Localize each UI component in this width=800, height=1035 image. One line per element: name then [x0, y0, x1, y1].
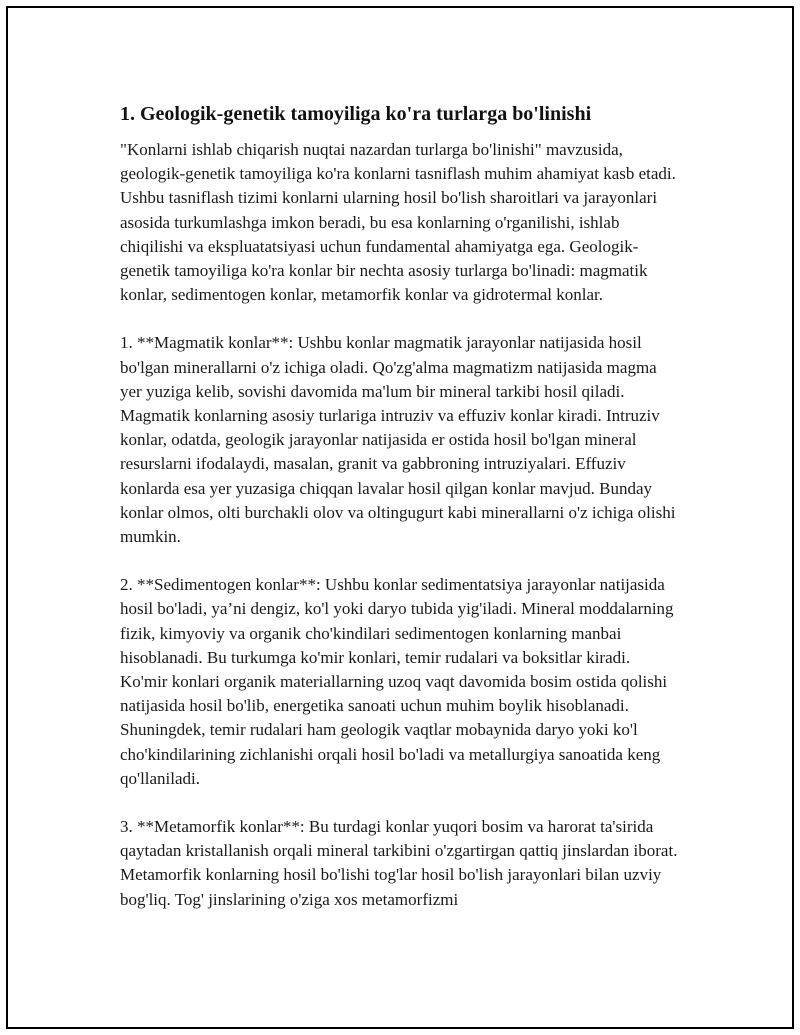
sedimentogen-paragraph: 2. **Sedimentogen konlar**: Ushbu konlar sedimentatsiya jarayonlar natijasida hosil bo'ladi, ya’ni dengiz, ko'l yoki daryo tubida yig'iladi. Mineral moddalarning fizik, kimyoviy va organik cho'kindilari sedimentogen konlarning manbai hisoblanadi. Bu turkumga ko'mir konlari, temir rudalari va boksitlar kiradi. Ko'mir konlari organik materiallarning uzoq vaqt davomida bosim ostida qolishi natijasida hosil bo'lib, energetika sanoati uchun muhim boylik hisoblanadi. Shuningdek, temir rudalari ham geologik vaqtlar mobaynida daryo yoki ko'l cho'kindilarining zichlanishi orqali hosil bo'ladi va metallurgiya sanoatida keng qo'llaniladi.: [120, 575, 674, 788]
metamorphic-paragraph: 3. **Metamorfik konlar**: Bu turdagi konlar yuqori bosim va harorat ta'sirida qaytadan kristallanish orqali mineral tarkibini o'zgartirgan qattiq jinslardan iborat. Metamorfik konlarning hosil bo'lishi tog'lar hosil bo'lish jarayonlari bilan uzviy bog'liq. Tog' jinslarining o'ziga xos metamorfizmi: [120, 817, 678, 909]
magmatic-paragraph: 1. **Magmatik konlar**: Ushbu konlar magmatik jarayonlar natijasida hosil bo'lgan minerallarni o'z ichiga oladi. Qo'zg'alma magmatizm natijasida magma yer yuziga kelib, sovishi davomida ma'lum bir mineral tarkibi hosil qiladi. Magmatik konlarning asosiy turlariga intruziv va effuziv konlar kiradi. Intruziv konlar, odatda, geologik jarayonlar natijasida er ostida hosil bo'lgan mineral resurslarni ifodalaydi, masalan, granit va gabbroning intruziyalari. Effuziv konlarda esa yer yuzasiga chiqqan lavalar hosil qilgan konlar mavjud. Bunday konlar olmos, olti burchakli olov va oltingugurt kabi minerallarni o'z ichiga olishi mumkin.: [120, 333, 676, 547]
intro-paragraph: "Konlarni ishlab chiqarish nuqtai nazardan turlarga bo'linishi" mavzusida, geologik-genetik tamoyiliga ko'ra konlarni tasniflash muhim ahamiyat kasb etadi. Ushbu tasniflash tizimi konlarni ularning hosil bo'lish sharoitlari va jarayonlari asosida turkumlashga imkon beradi, bu esa konlarning o'rganilishi, ishlab chiqilishi va ekspluatatsiyasi uchun fundamental ahamiyatga ega. Geologik-genetik tamoyiliga ko'ra konlar bir nechta asosiy turlarga bo'linadi: magmatik konlar, sedimentogen konlar, metamorfik konlar va gidrotermal konlar.: [120, 140, 676, 305]
document-content: [120, 100, 680, 936]
section-heading: 1. Geologik-genetik tamoyiliga ko'ra turlarga bo'linishi: [120, 103, 592, 125]
document-page: [6, 6, 794, 1029]
